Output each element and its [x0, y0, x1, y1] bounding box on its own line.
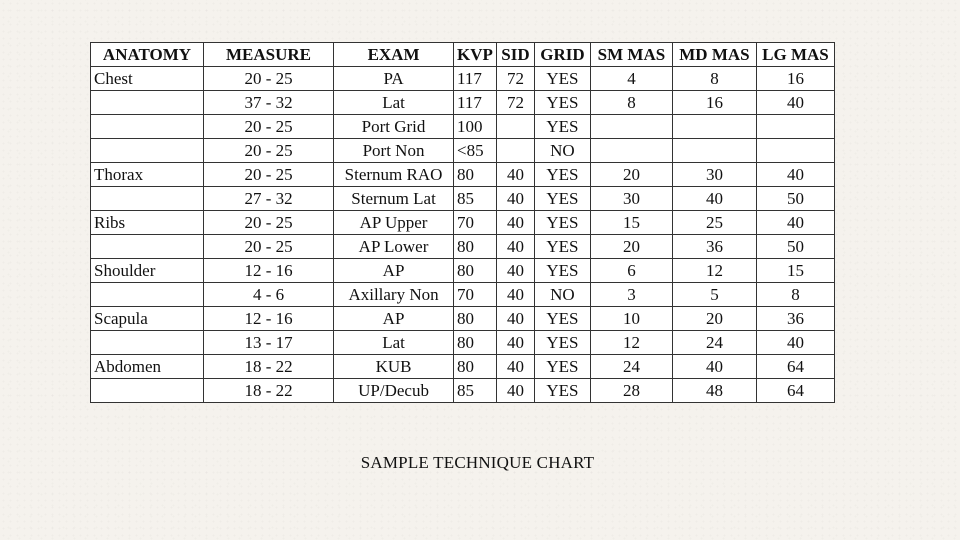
cell-sid: 40 — [496, 379, 534, 403]
cell-lg-mas: 15 — [756, 259, 834, 283]
cell-lg-mas — [756, 115, 834, 139]
cell-lg-mas: 50 — [756, 235, 834, 259]
cell-md-mas — [672, 139, 756, 163]
header-md-mas: MD MAS — [672, 43, 756, 67]
table-row — [91, 379, 835, 403]
cell-lg-mas: 40 — [756, 331, 834, 355]
table-row — [91, 115, 835, 139]
cell-sid: 72 — [496, 67, 534, 91]
cell-sid: 72 — [496, 91, 534, 115]
cell-kvp: 100 — [454, 115, 497, 139]
slide-caption: SAMPLE TECHNIQUE CHART — [360, 453, 595, 472]
cell-kvp: 117 — [454, 67, 497, 91]
cell-grid: YES — [534, 235, 590, 259]
cell-sm-mas: 20 — [590, 163, 672, 187]
cell-anatomy — [91, 139, 204, 163]
cell-kvp: 80 — [454, 235, 497, 259]
header-grid: GRID — [534, 43, 590, 67]
cell-md-mas: 48 — [672, 379, 756, 403]
cell-md-mas — [672, 115, 756, 139]
cell-kvp: 70 — [454, 211, 497, 235]
cell-exam: PA — [334, 67, 454, 91]
cell-anatomy — [91, 283, 204, 307]
cell-sid: 40 — [496, 355, 534, 379]
cell-md-mas: 36 — [672, 235, 756, 259]
table-row — [91, 331, 835, 355]
cell-kvp: 80 — [454, 331, 497, 355]
header-sid: SID — [496, 43, 534, 67]
cell-md-mas: 12 — [672, 259, 756, 283]
cell-sid — [496, 139, 534, 163]
cell-exam: AP — [334, 259, 454, 283]
cell-lg-mas: 8 — [756, 283, 834, 307]
cell-sm-mas — [590, 115, 672, 139]
cell-sid: 40 — [496, 331, 534, 355]
cell-exam: KUB — [334, 355, 454, 379]
cell-md-mas: 25 — [672, 211, 756, 235]
cell-measure: 20 - 25 — [204, 211, 334, 235]
cell-grid: YES — [534, 115, 590, 139]
cell-md-mas: 40 — [672, 355, 756, 379]
cell-sid — [496, 115, 534, 139]
cell-measure: 4 - 6 — [204, 283, 334, 307]
cell-lg-mas: 36 — [756, 307, 834, 331]
cell-sm-mas — [590, 139, 672, 163]
cell-kvp: 80 — [454, 259, 497, 283]
cell-anatomy: Shoulder — [91, 259, 204, 283]
table-row — [91, 211, 835, 235]
table-row — [91, 259, 835, 283]
cell-sm-mas: 3 — [590, 283, 672, 307]
header-lg-mas: LG MAS — [756, 43, 834, 67]
cell-sm-mas: 8 — [590, 91, 672, 115]
cell-kvp: 80 — [454, 307, 497, 331]
cell-sm-mas: 12 — [590, 331, 672, 355]
cell-exam: Lat — [334, 331, 454, 355]
cell-kvp: <85 — [454, 139, 497, 163]
table-row — [91, 139, 835, 163]
cell-measure: 20 - 25 — [204, 235, 334, 259]
cell-sm-mas: 28 — [590, 379, 672, 403]
table-row — [91, 355, 835, 379]
cell-grid: YES — [534, 163, 590, 187]
cell-sm-mas: 6 — [590, 259, 672, 283]
cell-measure: 27 - 32 — [204, 187, 334, 211]
cell-exam: Port Grid — [334, 115, 454, 139]
cell-sm-mas: 4 — [590, 67, 672, 91]
cell-anatomy: Thorax — [91, 163, 204, 187]
cell-grid: YES — [534, 379, 590, 403]
header-exam: EXAM — [334, 43, 454, 67]
cell-grid: YES — [534, 187, 590, 211]
cell-kvp: 80 — [454, 355, 497, 379]
cell-md-mas: 20 — [672, 307, 756, 331]
cell-sid: 40 — [496, 307, 534, 331]
cell-anatomy: Abdomen — [91, 355, 204, 379]
cell-sm-mas: 24 — [590, 355, 672, 379]
cell-anatomy — [91, 91, 204, 115]
table-row — [91, 187, 835, 211]
cell-sid: 40 — [496, 163, 534, 187]
cell-sid: 40 — [496, 259, 534, 283]
table-row — [91, 307, 835, 331]
cell-measure: 12 - 16 — [204, 259, 334, 283]
cell-grid: YES — [534, 211, 590, 235]
cell-kvp: 117 — [454, 91, 497, 115]
cell-lg-mas: 50 — [756, 187, 834, 211]
cell-grid: YES — [534, 355, 590, 379]
cell-grid: YES — [534, 67, 590, 91]
cell-grid: NO — [534, 139, 590, 163]
cell-sm-mas: 30 — [590, 187, 672, 211]
cell-kvp: 70 — [454, 283, 497, 307]
cell-exam: AP Lower — [334, 235, 454, 259]
cell-grid: YES — [534, 259, 590, 283]
cell-sid: 40 — [496, 211, 534, 235]
table-body — [91, 67, 835, 403]
cell-anatomy — [91, 235, 204, 259]
cell-md-mas: 5 — [672, 283, 756, 307]
cell-exam: UP/Decub — [334, 379, 454, 403]
cell-kvp: 85 — [454, 187, 497, 211]
cell-measure: 13 - 17 — [204, 331, 334, 355]
cell-sm-mas: 15 — [590, 211, 672, 235]
cell-measure: 20 - 25 — [204, 139, 334, 163]
cell-anatomy — [91, 115, 204, 139]
header-sm-mas: SM MAS — [590, 43, 672, 67]
cell-anatomy — [91, 379, 204, 403]
cell-anatomy — [91, 331, 204, 355]
cell-lg-mas: 40 — [756, 91, 834, 115]
cell-grid: YES — [534, 307, 590, 331]
cell-exam: AP Upper — [334, 211, 454, 235]
cell-exam: Port Non — [334, 139, 454, 163]
cell-md-mas: 16 — [672, 91, 756, 115]
cell-lg-mas: 40 — [756, 163, 834, 187]
header-anatomy: ANATOMY — [91, 43, 204, 67]
cell-exam: Axillary Non — [334, 283, 454, 307]
table-header-row — [91, 43, 835, 67]
cell-measure: 20 - 25 — [204, 163, 334, 187]
cell-md-mas: 8 — [672, 67, 756, 91]
cell-anatomy: Scapula — [91, 307, 204, 331]
cell-grid: YES — [534, 331, 590, 355]
cell-measure: 20 - 25 — [204, 67, 334, 91]
cell-sid: 40 — [496, 283, 534, 307]
cell-md-mas: 30 — [672, 163, 756, 187]
header-kvp: KVP — [454, 43, 497, 67]
cell-exam: Sternum RAO — [334, 163, 454, 187]
cell-md-mas: 40 — [672, 187, 756, 211]
table-row — [91, 235, 835, 259]
cell-exam: Lat — [334, 91, 454, 115]
cell-measure: 20 - 25 — [204, 115, 334, 139]
cell-anatomy: Chest — [91, 67, 204, 91]
cell-anatomy: Ribs — [91, 211, 204, 235]
cell-measure: 18 - 22 — [204, 355, 334, 379]
table-row — [91, 91, 835, 115]
cell-lg-mas: 16 — [756, 67, 834, 91]
cell-measure: 18 - 22 — [204, 379, 334, 403]
cell-sm-mas: 20 — [590, 235, 672, 259]
cell-kvp: 80 — [454, 163, 497, 187]
cell-lg-mas: 40 — [756, 211, 834, 235]
cell-lg-mas — [756, 139, 834, 163]
header-measure: MEASURE — [204, 43, 334, 67]
table-row — [91, 163, 835, 187]
table-row — [91, 67, 835, 91]
cell-anatomy — [91, 187, 204, 211]
cell-md-mas: 24 — [672, 331, 756, 355]
cell-kvp: 85 — [454, 379, 497, 403]
cell-exam: AP — [334, 307, 454, 331]
cell-exam: Sternum Lat — [334, 187, 454, 211]
cell-measure: 12 - 16 — [204, 307, 334, 331]
table-row — [91, 283, 835, 307]
cell-measure: 37 - 32 — [204, 91, 334, 115]
cell-grid: NO — [534, 283, 590, 307]
technique-chart-table — [90, 42, 835, 403]
cell-grid: YES — [534, 91, 590, 115]
cell-sid: 40 — [496, 187, 534, 211]
cell-lg-mas: 64 — [756, 379, 834, 403]
cell-lg-mas: 64 — [756, 355, 834, 379]
cell-sm-mas: 10 — [590, 307, 672, 331]
cell-sid: 40 — [496, 235, 534, 259]
